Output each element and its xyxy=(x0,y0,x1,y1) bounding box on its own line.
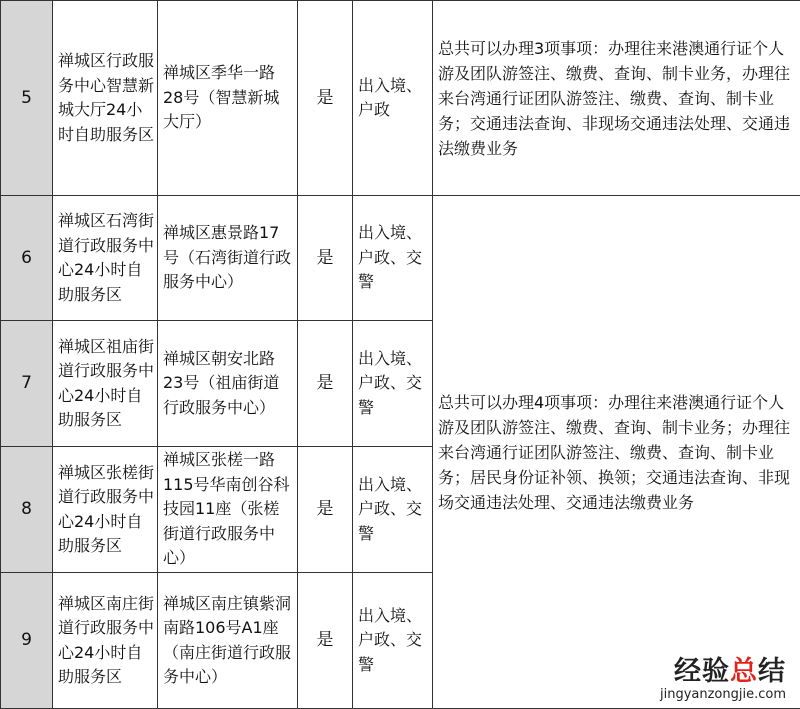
service-description: 总共可以办理3项事项：办理往来港澳通行证个人游及团队游签注、缴费、查询、制卡业务，办理往来台湾通行证团队游签注、缴费、查询、制卡业务；交通违法查询、非现场交通违法处理、交通违法缴费业务 xyxy=(433,1,800,196)
watermark-logo xyxy=(660,657,786,702)
watermark-url: jingyanzongjie.com xyxy=(660,687,786,702)
business-types: 出入境、户政、交警 xyxy=(353,447,433,573)
business-types: 出入境、户政、交警 xyxy=(353,196,433,321)
service-description-merged: 总共可以办理4项事项：办理往来港澳通行证个人游及团队游签注、缴费、查询、制卡业务；办理往来台湾通行证团队游签注、缴费、查询、制卡业务；居民身份证补领、换领；交通违法查询、非现场交通违法处理、交通违法缴费业务 xyxy=(433,196,800,709)
open-24h-flag: 是 xyxy=(298,447,353,573)
location-name: 禅城区祖庙街道行政服务中心24小时自助服务区 xyxy=(53,321,158,447)
row-number: 6 xyxy=(1,196,53,321)
location-name: 禅城区石湾街道行政服务中心24小时自助服务区 xyxy=(53,196,158,321)
open-24h-flag: 是 xyxy=(298,196,353,321)
row-number: 5 xyxy=(1,1,53,196)
business-types: 出入境、户政、交警 xyxy=(353,321,433,447)
business-types: 出入境、户政、交警 xyxy=(353,573,433,709)
row-number: 8 xyxy=(1,447,53,573)
business-types: 出入境、户政 xyxy=(353,1,433,196)
open-24h-flag: 是 xyxy=(298,573,353,709)
watermark-brand xyxy=(660,657,786,687)
location-address: 禅城区张槎一路115号华南创谷科技园11座（张槎街道行政服务中心） xyxy=(158,447,298,573)
watermark-brand-accent: 总 xyxy=(730,656,758,687)
location-address: 禅城区朝安北路23号（祖庙街道行政服务中心） xyxy=(158,321,298,447)
location-address: 禅城区季华一路28号（智慧新城大厅） xyxy=(158,1,298,196)
open-24h-flag: 是 xyxy=(298,1,353,196)
location-address: 禅城区惠景路17号（石湾街道行政服务中心） xyxy=(158,196,298,321)
table-row xyxy=(1,1,800,196)
row-number: 9 xyxy=(1,573,53,709)
location-name: 禅城区行政服务中心智慧新城大厅24小时自助服务区 xyxy=(53,1,158,196)
location-name: 禅城区张槎街道行政服务中心24小时自助服务区 xyxy=(53,447,158,573)
watermark-brand-lead: 经验 xyxy=(674,656,730,687)
watermark-brand-tail: 结 xyxy=(758,656,786,687)
row-number: 7 xyxy=(1,321,53,447)
location-name: 禅城区南庄街道行政服务中心24小时自助服务区 xyxy=(53,573,158,709)
table-row xyxy=(1,196,800,321)
open-24h-flag: 是 xyxy=(298,321,353,447)
location-address: 禅城区南庄镇紫洞南路106号A1座（南庄街道行政服务中心） xyxy=(158,573,298,709)
